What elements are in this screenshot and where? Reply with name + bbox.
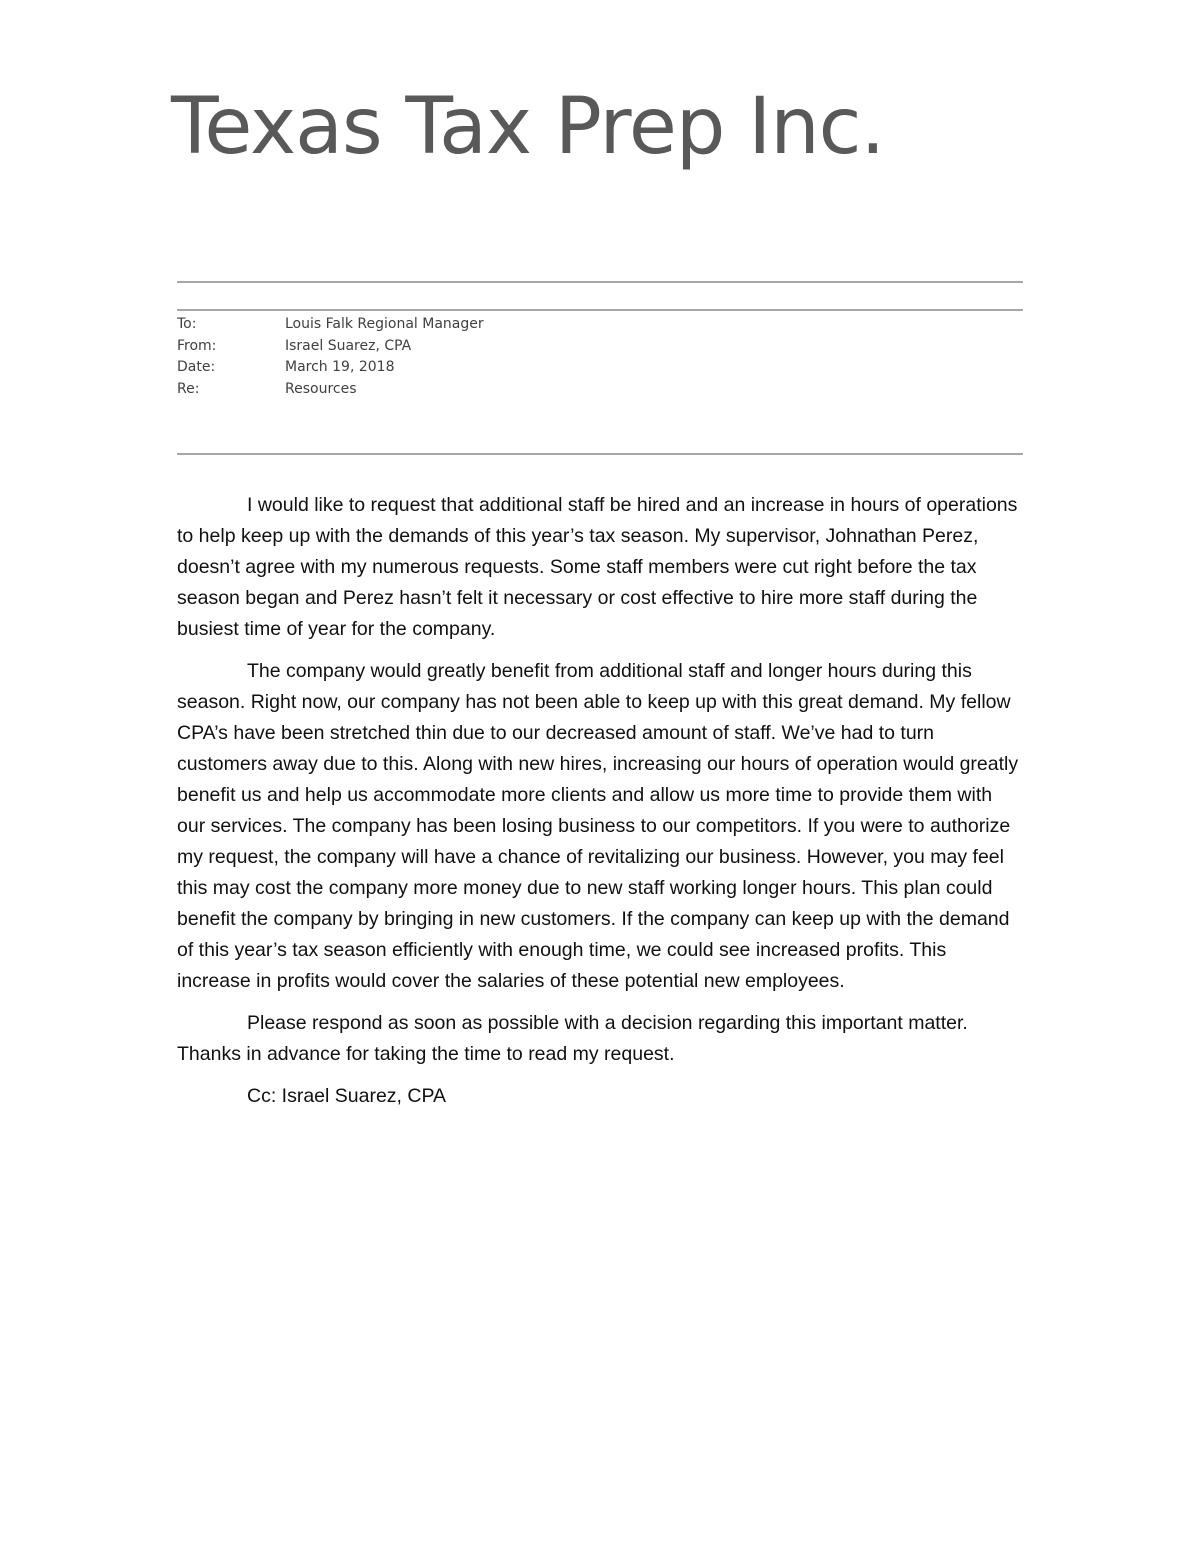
memo-body	[177, 490, 1023, 1123]
memo-date-label: Date:	[177, 359, 216, 375]
body-paragraph-1: I would like to request that additional staff be hired and an increase in hours of operations to help keep up with the demands of this year’s tax season. My supervisor, Johnathan Perez, doesn’t agree with my numerous requests. Some staff members were cut right before the tax season began and Perez hasn’t felt it necessary or cost effective to hire more staff during the busiest time of year for the company.	[177, 494, 1018, 640]
memo-re-value: Resources	[285, 380, 357, 397]
body-paragraph-3: Please respond as soon as possible with a decision regarding this important matter. Thanks in advance for taking the time to read my request.	[177, 1012, 968, 1065]
memo-header	[177, 314, 484, 400]
memo-re-row	[177, 379, 484, 401]
cc-line: Cc: Israel Suarez, CPA	[247, 1085, 447, 1107]
memo-to-label: To:	[177, 316, 197, 332]
body-paragraph-2: The company would greatly benefit from additional staff and longer hours during this season. Right now, our company has not been able to keep up with this great demand. My fellow CPA’s have been stretched thin due to our decreased amount of staff. We’ve had to turn customers away due to this. Along with new hires, increasing our hours of operation would greatly benefit us and help us accommodate more clients and allow us more time to provide them with our services. The company has been losing business to our competitors. If you were to authorize my request, the company will have a chance of revitalizing our business. However, you may feel this may cost the company more money due to new staff working longer hours. This plan could benefit the company by bringing in new customers. If the company can keep up with the demand of this year’s tax season efficiently with enough time, we could see increased profits. This increase in profits would cover the salaries of these potential new employees.	[177, 660, 1019, 992]
memo-from-row	[177, 336, 484, 358]
memo-from-value: Israel Suarez, CPA	[285, 337, 412, 354]
memo-date-row	[177, 357, 484, 379]
header-divider-top	[177, 281, 1023, 283]
company-title: Texas Tax Prep Inc.	[171, 82, 885, 172]
memo-date-value: March 19, 2018	[285, 359, 395, 375]
header-divider-second	[177, 309, 1023, 311]
memo-to-row	[177, 314, 484, 336]
memo-re-label: Re:	[177, 380, 200, 397]
memo-to-value: Louis Falk Regional Manager	[285, 316, 484, 332]
memo-from-label: From:	[177, 337, 217, 354]
header-divider-bottom	[177, 453, 1023, 455]
